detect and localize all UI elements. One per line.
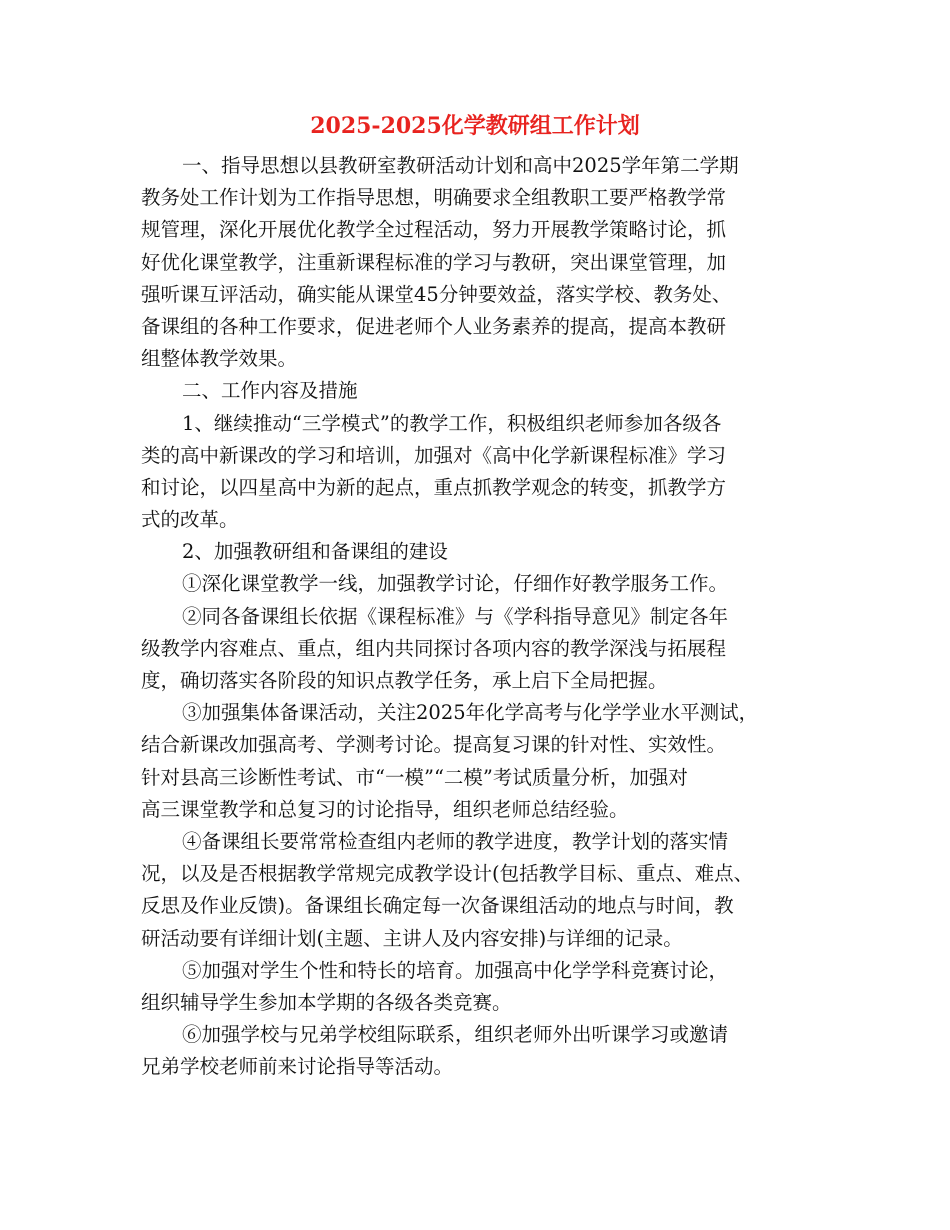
subsection-heading: 2、加强教研组和备课组的建设: [182, 540, 448, 564]
list-item: ⑥加强学校与兄弟学校组际联系，组织老师外出听课学习或邀请: [182, 1023, 729, 1047]
paragraph-line: 教务处工作计划为工作指导思想，明确要求全组教职工要严格教学常: [141, 186, 727, 210]
paragraph-line: 结合新课改加强高考、学测考讨论。提高复习课的针对性、实效性。: [141, 733, 727, 757]
paragraph-line: 一、指导思想以县教研室教研活动计划和高中2025学年第二学期: [182, 154, 739, 177]
paragraph-line: 度，确切落实各阶段的知识点教学任务，承上启下全局把握。: [141, 669, 668, 692]
paragraph-line: 式的改革。: [141, 508, 239, 532]
paragraph-line: 况，以及是否根据教学常规完成教学设计(包括教学目标、重点、难点、: [141, 862, 754, 886]
paragraph-line: 兄弟学校老师前来讨论指导等活动。: [141, 1055, 454, 1079]
paragraph-line: 和讨论，以四星高中为新的起点，重点抓教学观念的转变，抓教学方: [141, 475, 727, 499]
paragraph-line: 反思及作业反馈)。备课组长确定每一次备课组活动的地点与时间，教: [141, 894, 734, 918]
list-item: ⑤加强对学生个性和特长的培育。加强高中化学学科竞赛讨论，: [182, 958, 729, 982]
paragraph-line: 组织辅导学生参加本学期的各级各类竞赛。: [141, 990, 512, 1014]
paragraph-line: 针对县高三诊断性考试、市“一模”“二模”考试质量分析，加强对: [141, 765, 688, 789]
document-body: [141, 150, 831, 1083]
list-item: ④备课组长要常常检查组内老师的教学进度，教学计划的落实情: [182, 829, 729, 853]
paragraph-line: 类的高中新课改的学习和培训，加强对《高中化学新课程标准》学习: [141, 443, 727, 467]
paragraph-line: 强听课互评活动，确实能从课堂45分钟要效益，落实学校、教务处、: [141, 282, 732, 306]
paragraph-line: 规管理，深化开展优化教学全过程活动，努力开展教学策略讨论，抓: [141, 218, 727, 242]
list-item: ③加强集体备课活动，关注2025年化学高考与化学学业水平测试，: [182, 701, 759, 725]
paragraph-line: 1、继续推动“三学模式”的教学工作，积极组织老师参加各级各: [182, 411, 722, 435]
paragraph-line: 高三课堂教学和总复习的讨论指导，组织老师总结经验。: [141, 797, 629, 821]
paragraph-line: 级教学内容难点、重点，组内共同探讨各项内容的教学深浅与拓展程: [141, 636, 727, 660]
paragraph-line: 组整体教学效果。: [141, 347, 298, 371]
paragraph-line: 备课组的各种工作要求，促进老师个人业务素养的提高，提高本教研: [141, 314, 727, 338]
paragraph-line: 好优化课堂教学，注重新课程标准的学习与教研，突出课堂管理，加: [141, 250, 727, 274]
paragraph-line: 研活动要有详细计划(主题、主讲人及内容安排)与详细的记录。: [141, 926, 683, 950]
list-item: ②同各备课组长依据《课程标准》与《学科指导意见》制定各年: [182, 604, 729, 628]
list-item: ①深化课堂教学一线，加强教学讨论，仔细作好教学服务工作。: [182, 572, 729, 596]
document-title: 2025-2025化学教研组工作计划: [310, 113, 640, 139]
section-heading: 二、工作内容及措施: [182, 379, 358, 403]
